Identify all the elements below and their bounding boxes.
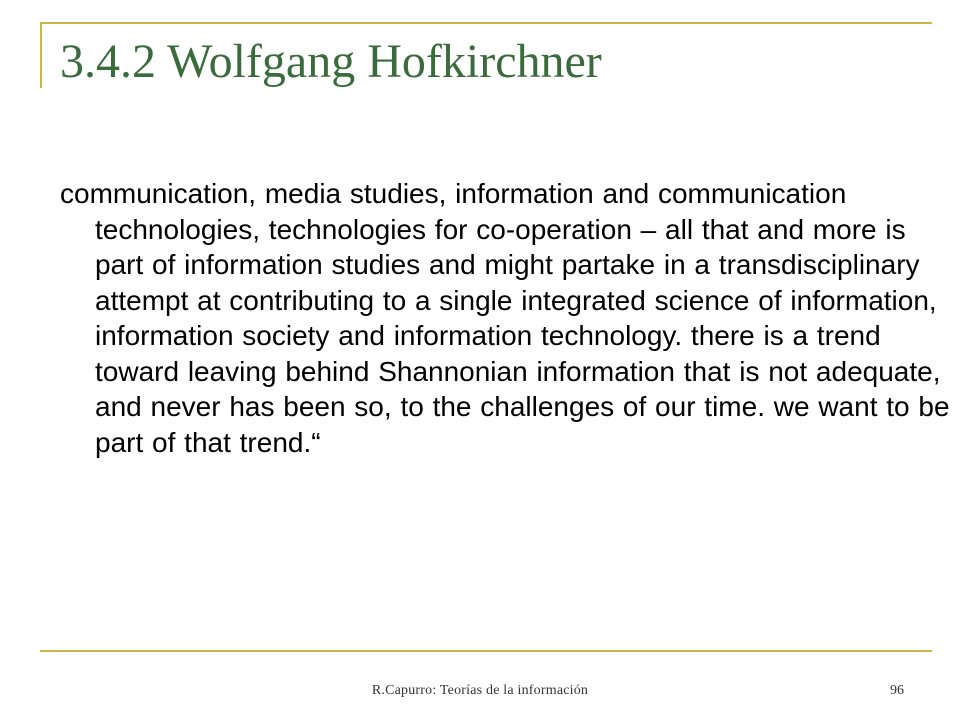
slide-body-text: communication, media studies, information and communication technologies, technologies for co-operation – all that and more is part of information studies and might partake in a transdisciplinary attempt at contributing to a single integrated science of information, information society and information technology. there is a trend toward leaving behind Shannonian information that is not adequate, and never has been so, to the challenges of our time. we want to be part of that trend.“	[60, 178, 950, 458]
slide-title: 3.4.2 Wolfgang Hofkirchner	[60, 35, 602, 88]
top-accent-line	[40, 22, 932, 24]
bottom-accent-line	[40, 650, 932, 652]
left-accent-line	[40, 22, 42, 88]
page-number: 96	[890, 683, 904, 698]
footer-source: R.Capurro: Teorías de la información	[371, 683, 589, 698]
